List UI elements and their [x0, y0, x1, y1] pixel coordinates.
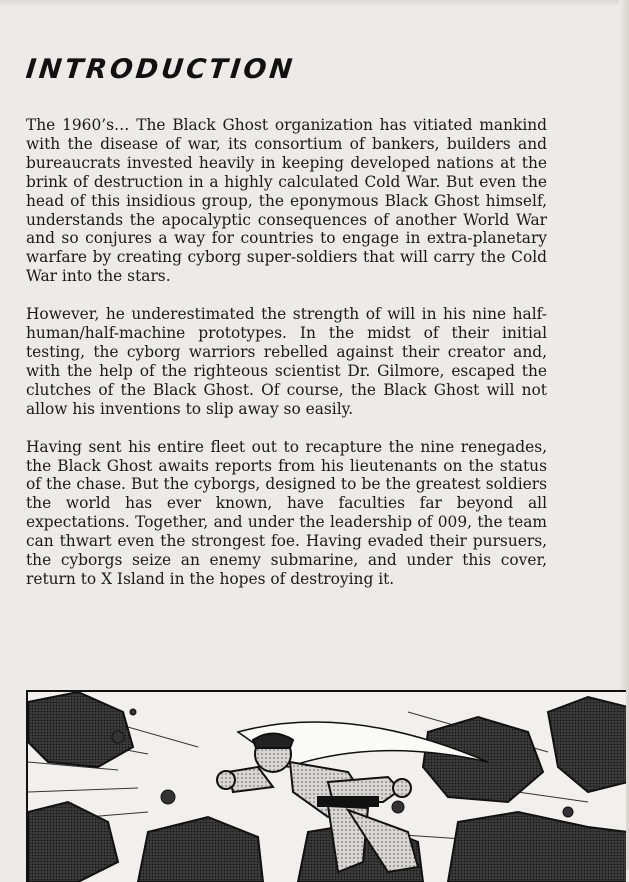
manga-panel-illustration [26, 690, 626, 882]
asteroid-scene-icon [28, 692, 626, 882]
paragraph-2: However, he underestimated the strength of will in his nine half-human/half-machine prototypes. In the midst of their initial testing, the cyborg warriors rebelled against their creator and, with the help of the righteous scientist Dr. Gilmore, escaped the clutches of the Black Ghost. Of course, the Black Ghost will not allow his inventions to slip away so easily. [26, 305, 547, 418]
paragraph-1: The 1960’s… The Black Ghost organization has vitiated mankind with the disease of war, its consortium of bankers, builders and bureaucrats invested heavily in keeping developed nations at the brink of destruction in a highly calculated Cold War. But even the head of this insidious group, the eponymous Black Ghost himself, understands the apocalyptic consequences of another World War and so conjures a way for countries to engage in extra-planetary warfare by creating cyborg super-soldiers that will carry the Cold War into the stars. [26, 116, 547, 286]
page-title: INTRODUCTION [24, 54, 297, 85]
introduction-body [26, 116, 547, 608]
page-top-edge [0, 0, 629, 6]
paragraph-3: Having sent his entire fleet out to recapture the nine renegades, the Black Ghost awaits reports from his lieutenants on the status of the chase. But the cyborgs, designed to be the greatest soldiers the world has ever known, have faculties far beyond all expectations. Together, and under the leadership of 009, the team can thwart even the strongest foe. Having evaded their pursuers, the cyborgs seize an enemy submarine, and under this cover, return to X Island in the hopes of destroying it. [26, 437, 547, 588]
